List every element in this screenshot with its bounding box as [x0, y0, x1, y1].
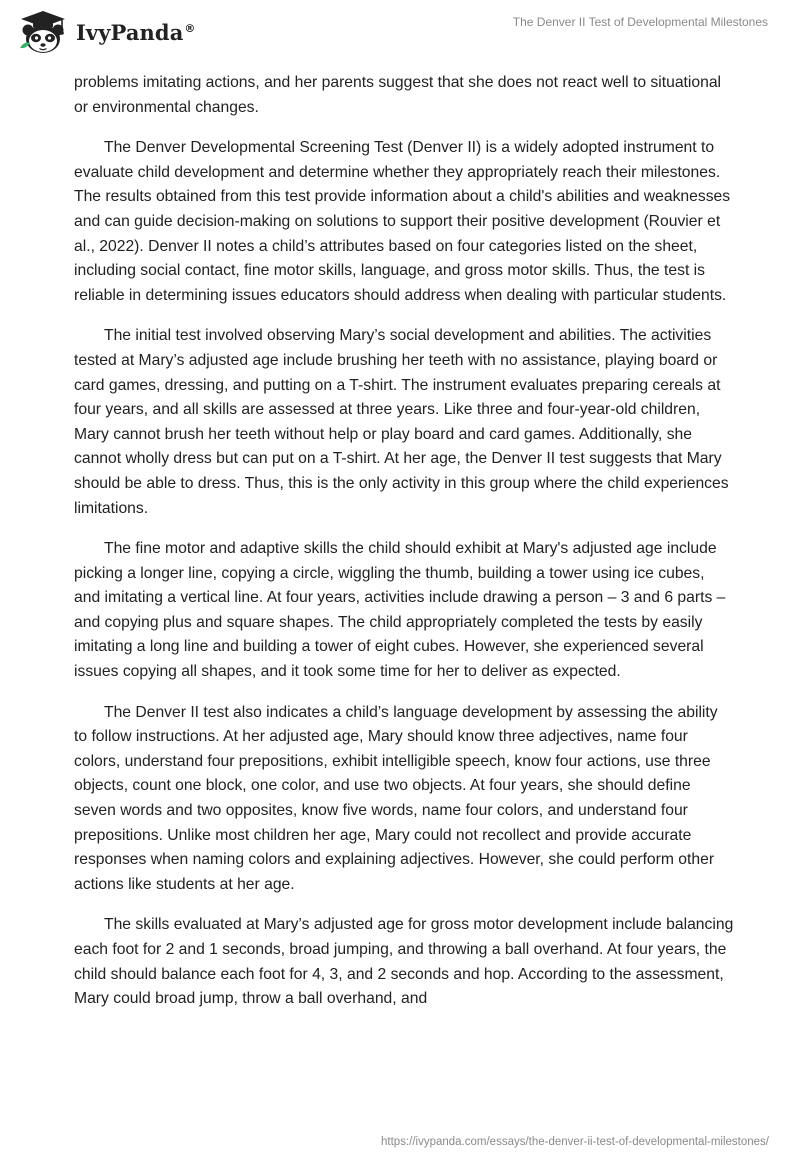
- paragraph-continuation: problems imitating actions, and her parents suggest that she does not react well to situational or environmental changes.: [74, 74, 722, 116]
- paragraph: The Denver Developmental Screening Test (Denver II) is a widely adopted instrument to evaluate child development and determine whether they appropriately reach their milestones. The results obtained from this test provide information about a child's abilities and weaknesses and can guide decision-making on solutions to support their positive development (Rouvier et al., 2022). Denver II notes a child’s attributes based on four categories listed on the sheet, including social contact, fine motor skills, language, and gross motor skills. Thus, the test is reliable in determining issues educators should address when dealing with particular students.: [74, 139, 731, 304]
- paragraph: The fine motor and adaptive skills the child should exhibit at Mary's adjusted age include picking a longer line, copying a circle, wiggling the thumb, building a tower using ice cubes, and imitating a vertical line. At four years, activities include drawing a person – 3 and 6 parts – and copying plus and square shapes. The child appropriately completed the tests by easily imitating a long line and building a tower of eight cubes. However, she experienced several issues copying all shapes, and it took some time for her to deliver as expected.: [74, 540, 726, 681]
- page-header: [0, 0, 800, 62]
- document-title: The Denver II Test of Developmental Milestones: [512, 15, 768, 29]
- essay-body: [74, 71, 734, 1028]
- brand-name: IvyPanda®: [76, 19, 196, 45]
- registered-mark: ®: [184, 21, 196, 35]
- paragraph: The skills evaluated at Mary’s adjusted age for gross motor development include balancing each foot for 2 and 1 seconds, broad jumping, and throwing a ball overhand. At four years, the child should balance each foot for 4, 3, and 2 seconds and hop. According to the assessment, Mary could broad jump, throw a ball overhand, and: [74, 916, 734, 1008]
- source-url[interactable]: https://ivypanda.com/essays/the-denver-ii-test-of-developmental-milestones/: [381, 1136, 769, 1148]
- paragraph: The Denver II test also indicates a child’s language development by assessing the ability to follow instructions. At her adjusted age, Mary should know three adjectives, name four colors, understand four prepositions, exhibit intelligible speech, know four actions, use three objects, count one block, one color, and use two objects. At four years, she should define seven words and two opposites, know five words, name four colors, and understand four prepositions. Unlike most children her age, Mary could not recollect and provide accurate responses when naming colors and explaining adjectives. However, she could perform other actions like students at her age.: [74, 703, 718, 893]
- panda-logo-icon: [16, 8, 70, 56]
- brand-logo[interactable]: [16, 8, 196, 56]
- paragraph: The initial test involved observing Mary’s social development and abilities. The activities tested at Mary’s adjusted age include brushing her teeth with no assistance, playing board or card games, dressing, and putting on a T-shirt. The instrument evaluates preparing cereals at four years, and all skills are assessed at three years. Like three and four-year-old children, Mary cannot brush her teeth without help or play board and card games. Additionally, she cannot wholly dress but can put on a T-shirt. At her age, the Denver II test suggests that Mary should be able to dress. Thus, this is the only activity in this group where the child experiences limitations.: [74, 327, 729, 517]
